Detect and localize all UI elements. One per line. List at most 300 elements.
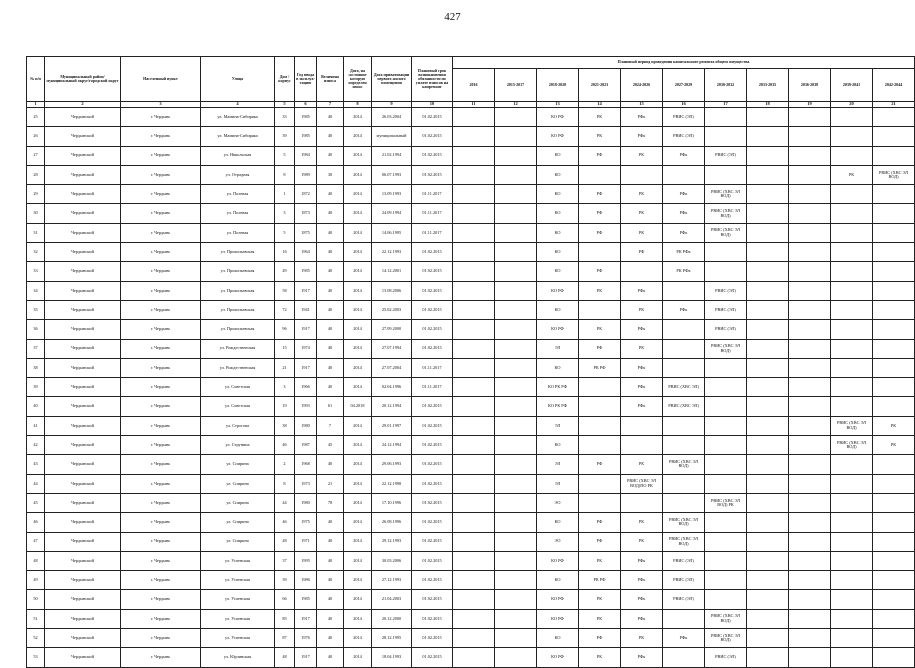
period-cell: РК <box>621 185 663 204</box>
period-cell <box>831 204 873 223</box>
period-cell <box>453 436 495 455</box>
period-cell: РВИС (ХВС ЭЛ) <box>663 397 705 416</box>
period-cell <box>747 358 789 377</box>
table-row <box>27 532 915 551</box>
period-cell <box>705 551 747 570</box>
header-date-wear: Дата, на состояние которую определен износ <box>344 57 372 102</box>
header-period: 2030-2032 <box>705 69 747 102</box>
period-cell <box>831 300 873 319</box>
year-built-cell: 1872 <box>295 185 317 204</box>
header-no: № п/п <box>27 57 45 102</box>
period-cell: РФ <box>621 243 663 262</box>
settlement-cell: г. Чердынь <box>121 474 201 493</box>
period-cell <box>873 378 915 397</box>
table-row <box>27 378 915 397</box>
period-cell: РК <box>873 416 915 435</box>
planned-term-cell: 01.02.2015 <box>412 436 453 455</box>
period-cell <box>747 223 789 242</box>
row-number: 33 <box>27 262 45 281</box>
period-cell <box>453 416 495 435</box>
period-cell <box>453 108 495 127</box>
period-cell: РФ <box>579 223 621 242</box>
planned-term-cell: 01.02.2015 <box>412 493 453 512</box>
period-cell: РВИС (ЭЛ) <box>663 108 705 127</box>
period-cell <box>453 590 495 609</box>
period-cell <box>453 571 495 590</box>
privatization-date-cell: 20.12.1994 <box>372 397 412 416</box>
municipality-cell: Чердынский <box>45 474 121 493</box>
street-cell: ул. Спирина <box>201 513 275 532</box>
privatization-date-cell: 27.09.2000 <box>372 320 412 339</box>
planned-term-cell: 01.02.2015 <box>412 590 453 609</box>
period-cell: РК <box>621 223 663 242</box>
date-wear-cell: 2014 <box>344 223 372 242</box>
wear-cell: 40 <box>317 281 344 300</box>
period-cell <box>831 378 873 397</box>
wear-cell: 40 <box>317 609 344 628</box>
planned-term-cell: 01.02.2015 <box>412 571 453 590</box>
wear-cell: 40 <box>317 513 344 532</box>
municipality-cell: Чердынский <box>45 281 121 300</box>
year-built-cell: 1964 <box>295 243 317 262</box>
period-cell <box>663 320 705 339</box>
house-cell: 33 <box>275 108 295 127</box>
period-cell <box>579 300 621 319</box>
period-cell: КО РК РФ <box>537 378 579 397</box>
period-cell: КО РФ <box>537 281 579 300</box>
period-cell: РВИС (ХВС ЭЛ ВОД) <box>873 165 915 184</box>
period-cell: РВИС (ХВС ЭЛ ВОД) <box>663 532 705 551</box>
table-row <box>27 300 915 319</box>
municipality-cell: Чердынский <box>45 648 121 667</box>
period-cell: РФк <box>621 397 663 416</box>
street-cell: ул. Успенская <box>201 590 275 609</box>
table-row <box>27 629 915 648</box>
table-row <box>27 358 915 377</box>
period-cell <box>495 629 537 648</box>
period-cell <box>747 243 789 262</box>
period-cell: РВИС (ЭЛ) <box>705 281 747 300</box>
privatization-date-cell: 24.12.1994 <box>372 436 412 455</box>
settlement-cell: г. Чердынь <box>121 262 201 281</box>
date-wear-cell: 2014 <box>344 262 372 281</box>
period-cell: РФк <box>621 358 663 377</box>
period-cell <box>873 629 915 648</box>
period-cell <box>831 551 873 570</box>
street-cell: ул. Советская <box>201 378 275 397</box>
header-house: Дом / корпус <box>275 57 295 102</box>
period-cell: РФк <box>663 223 705 242</box>
privatization-date-cell: 26.08.1996 <box>372 513 412 532</box>
period-cell: РК <box>579 127 621 146</box>
row-number: 38 <box>27 358 45 377</box>
row-number: 35 <box>27 300 45 319</box>
row-number: 32 <box>27 243 45 262</box>
period-cell: РФк <box>621 648 663 667</box>
period-cell: КО РФ <box>537 108 579 127</box>
date-wear-cell: 2014 <box>344 455 372 474</box>
privatization-date-cell: 29.01.1997 <box>372 416 412 435</box>
period-cell <box>747 551 789 570</box>
row-number: 50 <box>27 590 45 609</box>
period-cell: КО РФ <box>537 551 579 570</box>
settlement-cell: г. Чердынь <box>121 358 201 377</box>
date-wear-cell: 2014 <box>344 243 372 262</box>
period-cell <box>495 165 537 184</box>
date-wear-cell: 2014 <box>344 204 372 223</box>
period-cell <box>789 378 831 397</box>
planned-term-cell: 01.02.2015 <box>412 416 453 435</box>
period-cell: РК <box>621 513 663 532</box>
street-cell: ул. Успенская <box>201 609 275 628</box>
period-cell: РФ <box>579 262 621 281</box>
planned-term-cell: 01.02.2015 <box>412 243 453 262</box>
header-period: 2033-2035 <box>747 69 789 102</box>
municipality-cell: Чердынский <box>45 339 121 358</box>
column-number: 13 <box>537 102 579 108</box>
period-cell: РВИС (ХВС ЭЛ ВОД) <box>705 609 747 628</box>
period-cell <box>453 185 495 204</box>
date-wear-cell: 2014 <box>344 281 372 300</box>
period-cell <box>705 397 747 416</box>
period-cell <box>873 339 915 358</box>
period-cell <box>747 378 789 397</box>
period-cell: ЭО <box>537 532 579 551</box>
settlement-cell: г. Чердынь <box>121 513 201 532</box>
period-cell <box>579 165 621 184</box>
period-cell: РВИС (ХВС ЭЛ) <box>663 378 705 397</box>
house-cell: 58 <box>275 281 295 300</box>
wear-cell: 45 <box>317 436 344 455</box>
period-cell <box>831 281 873 300</box>
period-cell: РК <box>873 436 915 455</box>
column-number: 12 <box>495 102 537 108</box>
street-cell: ул. Отрадная <box>201 165 275 184</box>
period-cell <box>831 339 873 358</box>
period-cell <box>705 416 747 435</box>
period-cell: КО <box>537 185 579 204</box>
period-cell: РФ <box>579 204 621 223</box>
wear-cell: 40 <box>317 320 344 339</box>
settlement-cell: г. Чердынь <box>121 146 201 165</box>
column-number: 15 <box>621 102 663 108</box>
period-cell <box>495 358 537 377</box>
municipality-cell: Чердынский <box>45 262 121 281</box>
date-wear-cell: 2014 <box>344 532 372 551</box>
header-period: 2039-2041 <box>831 69 873 102</box>
street-cell: ул. Спирина <box>201 493 275 512</box>
period-cell <box>747 320 789 339</box>
wear-cell: 21 <box>317 474 344 493</box>
privatization-date-cell: 27.12.1993 <box>372 571 412 590</box>
header-period: 2042-2044 <box>873 69 915 102</box>
period-cell <box>453 378 495 397</box>
column-number: 11 <box>453 102 495 108</box>
period-cell <box>747 281 789 300</box>
period-cell <box>873 108 915 127</box>
date-wear-cell: 2014 <box>344 629 372 648</box>
period-cell <box>873 281 915 300</box>
period-cell: РФ <box>579 185 621 204</box>
municipality-cell: Чердынский <box>45 590 121 609</box>
period-cell: РВИС (ХВС ЭЛ ВОД) <box>705 185 747 204</box>
period-cell <box>873 571 915 590</box>
period-cell: КО <box>537 146 579 165</box>
period-cell: РФк <box>621 108 663 127</box>
period-cell <box>495 127 537 146</box>
row-number: 40 <box>27 397 45 416</box>
date-wear-cell: 2014 <box>344 474 372 493</box>
row-number: 53 <box>27 648 45 667</box>
period-cell <box>747 416 789 435</box>
period-cell <box>663 474 705 493</box>
house-cell: 46 <box>275 513 295 532</box>
page-number: 427 <box>444 11 461 23</box>
period-cell <box>747 300 789 319</box>
street-cell: ул. Спирина <box>201 532 275 551</box>
municipality-cell: Чердынский <box>45 300 121 319</box>
privatization-date-cell: 21.02.1994 <box>372 146 412 165</box>
planned-term-cell: 01.02.2015 <box>412 513 453 532</box>
period-cell: РВИС (ЭЛ) <box>663 571 705 590</box>
year-built-cell: 1917 <box>295 281 317 300</box>
date-wear-cell: 2014 <box>344 513 372 532</box>
period-cell: РК <box>621 300 663 319</box>
period-cell <box>579 397 621 416</box>
planned-term-cell: 01.02.2015 <box>412 551 453 570</box>
period-cell <box>453 223 495 242</box>
period-cell <box>705 127 747 146</box>
date-wear-cell: 2014 <box>344 571 372 590</box>
year-built-cell: 1985 <box>295 127 317 146</box>
house-cell: 5 <box>275 223 295 242</box>
period-cell: РФ <box>579 339 621 358</box>
period-cell <box>789 397 831 416</box>
municipality-cell: Чердынский <box>45 532 121 551</box>
street-cell: ул. Прокопьевская <box>201 262 275 281</box>
period-cell <box>747 455 789 474</box>
period-cell <box>873 493 915 512</box>
date-wear-cell: 2014 <box>344 609 372 628</box>
period-cell: РВИС (ХВС ЭЛ ВОД) <box>705 339 747 358</box>
period-cell <box>705 532 747 551</box>
column-number: 1 <box>27 102 45 108</box>
settlement-cell: г. Чердынь <box>121 339 201 358</box>
period-cell <box>747 397 789 416</box>
header-period: 2036-2038 <box>789 69 831 102</box>
row-number: 42 <box>27 436 45 455</box>
street-cell: ул. Успенская <box>201 551 275 570</box>
wear-cell: 40 <box>317 146 344 165</box>
planned-term-cell: 01.02.2015 <box>412 532 453 551</box>
period-cell: РФ <box>579 532 621 551</box>
period-cell <box>789 339 831 358</box>
period-cell <box>453 455 495 474</box>
period-cell: КО <box>537 223 579 242</box>
privatization-date-cell: 22.12.1993 <box>372 243 412 262</box>
period-cell <box>747 339 789 358</box>
year-built-cell: 1917 <box>295 358 317 377</box>
period-cell: РФк <box>663 146 705 165</box>
wear-cell: 40 <box>317 223 344 242</box>
period-cell <box>789 609 831 628</box>
header-period: 2015-2017 <box>495 69 537 102</box>
date-wear-cell: 2014 <box>344 320 372 339</box>
period-cell: РФк <box>621 281 663 300</box>
period-cell <box>663 281 705 300</box>
period-cell <box>747 108 789 127</box>
period-cell <box>831 571 873 590</box>
row-number: 46 <box>27 513 45 532</box>
header-period: 2021-2023 <box>579 69 621 102</box>
date-wear-cell: 2014 <box>344 300 372 319</box>
settlement-cell: г. Чердынь <box>121 648 201 667</box>
row-number: 28 <box>27 165 45 184</box>
column-number: 3 <box>121 102 201 108</box>
house-cell: 21 <box>275 358 295 377</box>
period-cell <box>789 571 831 590</box>
privatization-date-cell: 06.07.1993 <box>372 165 412 184</box>
table-row <box>27 609 915 628</box>
period-cell <box>789 320 831 339</box>
period-cell <box>495 281 537 300</box>
street-cell: ул. Полевая <box>201 185 275 204</box>
street-cell: ул. Советская <box>201 397 275 416</box>
period-cell <box>747 513 789 532</box>
period-cell: РФк <box>663 185 705 204</box>
privatization-date-cell: 24.09.1994 <box>372 204 412 223</box>
period-cell: КО <box>537 243 579 262</box>
year-built-cell: 1968 <box>295 455 317 474</box>
period-cell <box>873 223 915 242</box>
period-cell: РФк <box>621 378 663 397</box>
municipality-cell: Чердынский <box>45 108 121 127</box>
period-cell <box>495 108 537 127</box>
period-cell <box>789 262 831 281</box>
row-number: 43 <box>27 455 45 474</box>
period-cell <box>789 146 831 165</box>
planned-term-cell: 01.02.2015 <box>412 339 453 358</box>
privatization-date-cell: 26.03.2004 <box>372 108 412 127</box>
street-cell: ул. Строгова <box>201 416 275 435</box>
period-cell: КО <box>537 300 579 319</box>
period-cell <box>579 493 621 512</box>
street-cell: ул. Спирина <box>201 474 275 493</box>
table-row <box>27 455 915 474</box>
period-cell: РК <box>621 204 663 223</box>
period-cell: РФк <box>621 609 663 628</box>
period-cell <box>831 648 873 667</box>
privatization-date-cell: 20.12.2000 <box>372 609 412 628</box>
period-cell <box>495 493 537 512</box>
period-cell <box>705 165 747 184</box>
period-cell <box>453 513 495 532</box>
row-number: 31 <box>27 223 45 242</box>
row-number: 44 <box>27 474 45 493</box>
house-cell: 15 <box>275 339 295 358</box>
period-cell <box>747 146 789 165</box>
period-cell <box>579 416 621 435</box>
year-built-cell: 1875 <box>295 223 317 242</box>
period-cell <box>831 185 873 204</box>
period-cell: РВИС (ХВС ЭЛ ВОД) <box>705 204 747 223</box>
street-cell: ул. Прокопьевская <box>201 281 275 300</box>
house-cell: 72 <box>275 300 295 319</box>
settlement-cell: г. Чердынь <box>121 493 201 512</box>
table-row <box>27 243 915 262</box>
column-number: 21 <box>873 102 915 108</box>
table-row <box>27 648 915 667</box>
privatization-date-cell: 14.12.2001 <box>372 262 412 281</box>
planned-term-cell: 01.11.2017 <box>412 378 453 397</box>
year-built-cell: 1973 <box>295 474 317 493</box>
privatization-date-cell: муниципальный <box>372 127 412 146</box>
period-cell <box>789 281 831 300</box>
period-cell: РК <box>621 146 663 165</box>
date-wear-cell: 2014 <box>344 551 372 570</box>
period-cell: КО <box>537 165 579 184</box>
row-number: 30 <box>27 204 45 223</box>
period-cell: РК <box>621 629 663 648</box>
period-cell <box>705 378 747 397</box>
period-cell <box>495 185 537 204</box>
period-cell: ЭЛ <box>537 474 579 493</box>
period-cell <box>873 358 915 377</box>
settlement-cell: г. Чердынь <box>121 571 201 590</box>
wear-cell: 78 <box>317 493 344 512</box>
municipality-cell: Чердынский <box>45 629 121 648</box>
period-cell: КО <box>537 513 579 532</box>
capital-repair-table <box>26 56 915 668</box>
period-cell <box>789 551 831 570</box>
period-cell: РВИС (ЭЛ) <box>705 648 747 667</box>
wear-cell: 40 <box>317 571 344 590</box>
row-number: 52 <box>27 629 45 648</box>
period-cell <box>873 397 915 416</box>
house-cell: 96 <box>275 320 295 339</box>
year-built-cell: 1993 <box>295 397 317 416</box>
period-cell <box>705 474 747 493</box>
period-cell <box>831 629 873 648</box>
period-cell <box>831 320 873 339</box>
period-cell: КО РК РФ <box>537 397 579 416</box>
period-cell <box>453 493 495 512</box>
year-built-cell: 1984 <box>295 146 317 165</box>
period-cell <box>705 108 747 127</box>
table-row <box>27 474 915 493</box>
privatization-date-cell: 17.10.1996 <box>372 493 412 512</box>
header-period: 2018-2020 <box>537 69 579 102</box>
wear-cell: 40 <box>317 243 344 262</box>
municipality-cell: Чердынский <box>45 204 121 223</box>
wear-cell: 40 <box>317 339 344 358</box>
row-number: 39 <box>27 378 45 397</box>
settlement-cell: г. Чердынь <box>121 436 201 455</box>
planned-term-cell: 01.11.2017 <box>412 223 453 242</box>
period-cell: РК РФк <box>663 262 705 281</box>
street-cell: ул. Прокопьевская <box>201 300 275 319</box>
column-number: 18 <box>747 102 789 108</box>
period-cell <box>873 204 915 223</box>
period-cell: РК РФ <box>579 358 621 377</box>
street-cell: ул. Полевая <box>201 204 275 223</box>
period-cell <box>831 609 873 628</box>
period-cell: РК РФ <box>579 571 621 590</box>
date-wear-cell: 2014 <box>344 358 372 377</box>
period-cell <box>663 648 705 667</box>
period-cell <box>831 493 873 512</box>
period-cell <box>873 320 915 339</box>
